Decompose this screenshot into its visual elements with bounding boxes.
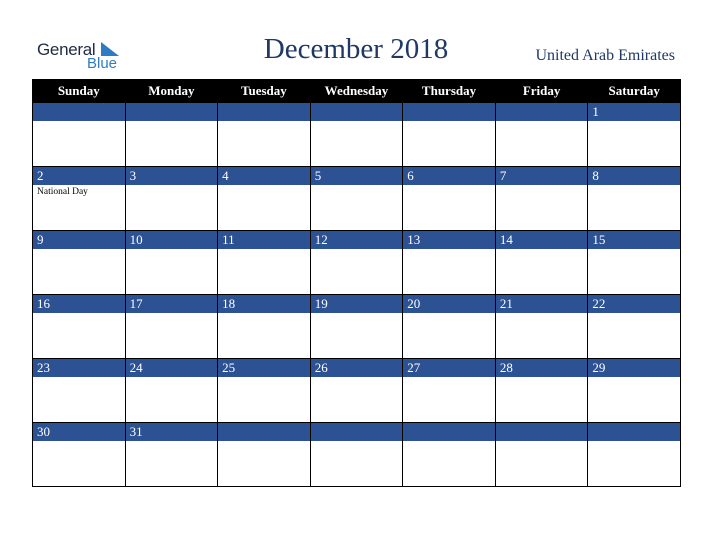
calendar-day-cell[interactable] (33, 167, 126, 231)
day-number: 8 (588, 167, 680, 185)
calendar-day-cell[interactable] (588, 295, 681, 359)
calendar-day-cell[interactable] (403, 167, 496, 231)
day-number: 17 (126, 295, 218, 313)
day-number: 11 (218, 231, 310, 249)
day-number: 20 (403, 295, 495, 313)
calendar-day-cell[interactable] (218, 167, 311, 231)
weekday-saturday: Saturday (588, 80, 681, 103)
day-number: 10 (126, 231, 218, 249)
calendar-day-cell[interactable] (588, 167, 681, 231)
calendar-day-cell[interactable] (588, 231, 681, 295)
day-number (311, 423, 403, 441)
calendar-day-cell[interactable] (310, 359, 403, 423)
day-number: 16 (33, 295, 125, 313)
weekday-header-row (33, 80, 681, 103)
calendar-day-cell[interactable] (33, 295, 126, 359)
calendar-day-cell[interactable] (495, 295, 588, 359)
calendar-day-cell[interactable] (218, 295, 311, 359)
calendar-day-cell[interactable] (495, 231, 588, 295)
day-number: 3 (126, 167, 218, 185)
day-number (403, 103, 495, 121)
calendar-week-row (33, 423, 681, 487)
day-number: 14 (496, 231, 588, 249)
weekday-thursday: Thursday (403, 80, 496, 103)
calendar-day-cell[interactable] (495, 167, 588, 231)
day-number: 15 (588, 231, 680, 249)
country-label: United Arab Emirates (535, 47, 675, 64)
calendar-day-cell[interactable] (495, 359, 588, 423)
weekday-wednesday: Wednesday (310, 80, 403, 103)
day-number (403, 423, 495, 441)
calendar-day-cell[interactable] (310, 103, 403, 167)
day-number (126, 103, 218, 121)
weekday-monday: Monday (125, 80, 218, 103)
day-number: 13 (403, 231, 495, 249)
calendar-day-cell[interactable] (310, 423, 403, 487)
day-number: 26 (311, 359, 403, 377)
calendar-day-cell[interactable] (218, 359, 311, 423)
day-number: 30 (33, 423, 125, 441)
day-number: 6 (403, 167, 495, 185)
calendar-day-cell[interactable] (403, 295, 496, 359)
calendar-day-cell[interactable] (125, 423, 218, 487)
weekday-sunday: Sunday (33, 80, 126, 103)
calendar-day-cell[interactable] (125, 103, 218, 167)
day-number: 31 (126, 423, 218, 441)
calendar-week-row (33, 359, 681, 423)
calendar-day-cell[interactable] (33, 103, 126, 167)
day-number (496, 423, 588, 441)
calendar-day-cell[interactable] (125, 295, 218, 359)
calendar-day-cell[interactable] (588, 359, 681, 423)
calendar-day-cell[interactable] (218, 423, 311, 487)
weekday-friday: Friday (495, 80, 588, 103)
calendar-day-cell[interactable] (33, 359, 126, 423)
day-number (588, 423, 680, 441)
day-number: 4 (218, 167, 310, 185)
calendar-day-cell[interactable] (495, 103, 588, 167)
day-number: 25 (218, 359, 310, 377)
calendar-day-cell[interactable] (125, 167, 218, 231)
day-number: 2 (33, 167, 125, 185)
calendar-grid (32, 79, 681, 487)
logo-text-blue: Blue (87, 55, 118, 72)
day-number (218, 423, 310, 441)
calendar-day-cell[interactable] (495, 423, 588, 487)
calendar-day-cell[interactable] (310, 231, 403, 295)
calendar-day-cell[interactable] (218, 231, 311, 295)
calendar-day-cell[interactable] (125, 359, 218, 423)
day-number: 19 (311, 295, 403, 313)
calendar-day-cell[interactable] (218, 103, 311, 167)
day-number: 27 (403, 359, 495, 377)
calendar-day-cell[interactable] (33, 423, 126, 487)
calendar-week-row (33, 103, 681, 167)
day-number: 5 (311, 167, 403, 185)
calendar-week-row (33, 167, 681, 231)
holiday-label: National Day (37, 187, 88, 197)
page-title: December 2018 (263, 33, 449, 65)
day-number: 22 (588, 295, 680, 313)
day-number: 21 (496, 295, 588, 313)
calendar-day-cell[interactable] (588, 423, 681, 487)
calendar-day-cell[interactable] (403, 231, 496, 295)
day-number: 29 (588, 359, 680, 377)
day-number (311, 103, 403, 121)
day-number: 28 (496, 359, 588, 377)
day-number: 18 (218, 295, 310, 313)
calendar-day-cell[interactable] (588, 103, 681, 167)
day-number: 23 (33, 359, 125, 377)
calendar-week-row (33, 231, 681, 295)
calendar-day-cell[interactable] (310, 167, 403, 231)
day-number: 12 (311, 231, 403, 249)
day-number: 24 (126, 359, 218, 377)
calendar-day-cell[interactable] (310, 295, 403, 359)
day-number (33, 103, 125, 121)
calendar-week-row (33, 295, 681, 359)
calendar-day-cell[interactable] (403, 423, 496, 487)
day-number: 9 (33, 231, 125, 249)
weekday-tuesday: Tuesday (218, 80, 311, 103)
logo-text-general: General (37, 40, 96, 59)
calendar-day-cell[interactable] (125, 231, 218, 295)
calendar-day-cell[interactable] (403, 103, 496, 167)
day-number (218, 103, 310, 121)
day-number: 7 (496, 167, 588, 185)
day-number: 1 (588, 103, 680, 121)
calendar-day-cell[interactable] (403, 359, 496, 423)
calendar-day-cell[interactable] (33, 231, 126, 295)
day-number (496, 103, 588, 121)
